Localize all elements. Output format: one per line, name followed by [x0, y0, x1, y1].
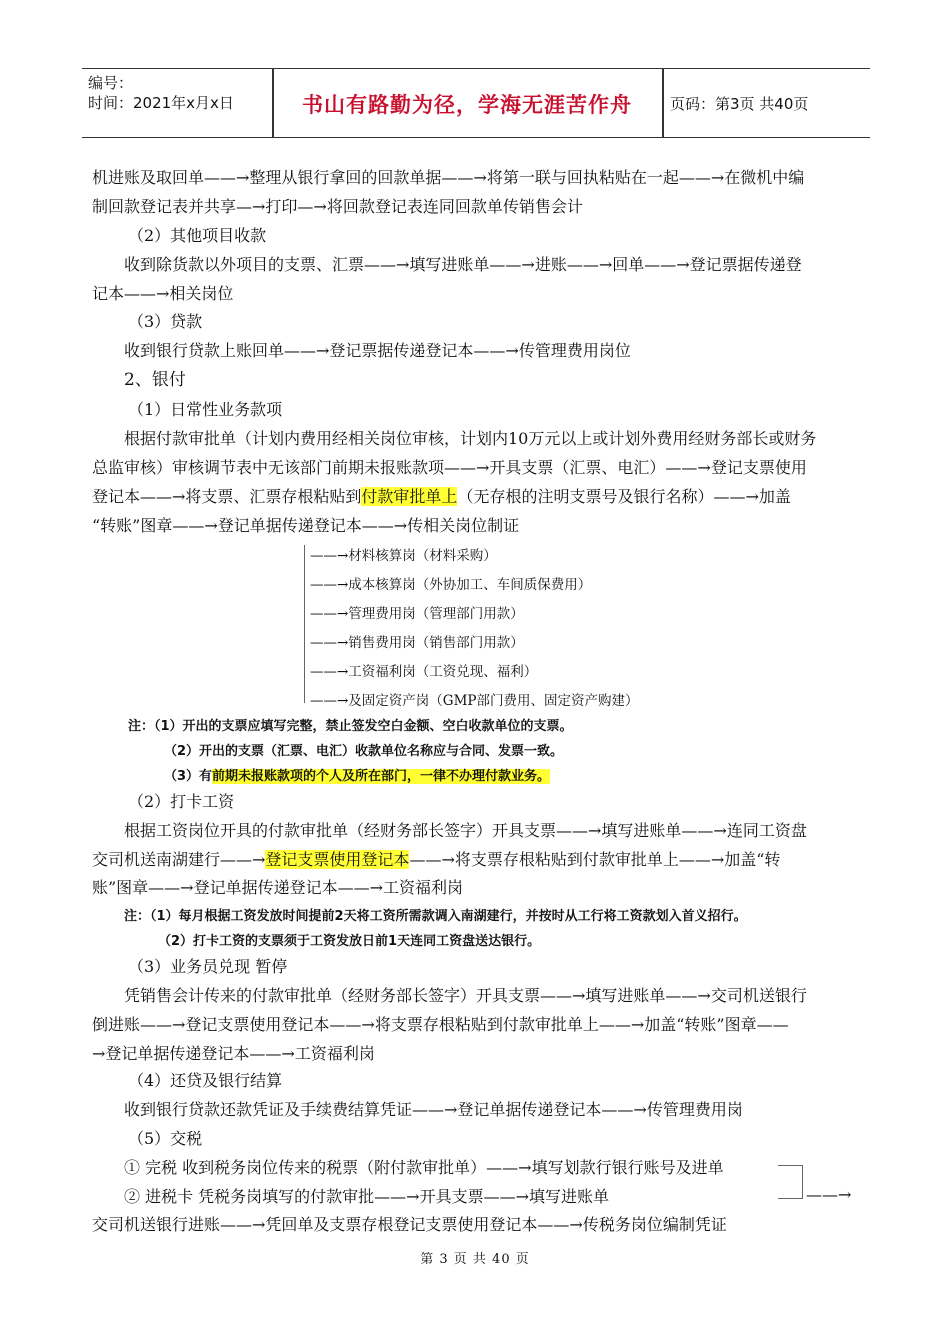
section-subheading: （4）还贷及银行结算 [128, 1071, 283, 1090]
text-line: 总监审核）审核调节表中无该部门前期未报账款项——→开具支票（汇票、电汇）——→登记支票使用 [92, 458, 807, 477]
section-subheading: （1）日常性业务款项 [128, 400, 283, 419]
highlighted-text: 登记支票使用登记本 [265, 850, 410, 869]
text-line [92, 486, 791, 508]
text-line: 收到除货款以外项目的支票、汇票——→填写进账单——→进账——→回单——→登记票据传递登 [124, 255, 802, 274]
note-line: （2）开出的支票（汇票、电汇）收款单位名称应与合同、发票一致。 [164, 744, 564, 759]
text-segment: （无存根的注明支票号及银行名称）——→加盖 [457, 487, 791, 506]
text-line: 凭销售会计传来的付款审批单（经财务部长签字）开具支票——→填写进账单——→交司机送银行 [124, 986, 807, 1005]
text-line: 根据付款审批单（计划内费用经相关岗位审核，计划内10万元以上或计划外费用经财务部长或财务 [124, 429, 817, 448]
branch-item: ——→管理费用岗（管理部门用款） [310, 606, 524, 622]
section-subheading: （3）业务员兑现 暂停 [128, 957, 288, 976]
text-line: 机进账及取回单——→整理从银行拿回的回款单据——→将第一联与回执粘贴在一起——→在微机中编 [92, 168, 805, 187]
text-segment: ——→将支票存根粘贴到付款审批单上——→加盖“转 [409, 850, 781, 869]
text-line: 根据工资岗位开具的付款审批单（经财务部长签字）开具支票——→填写进账单——→连同工资盘 [124, 821, 807, 840]
note-line [164, 766, 550, 788]
note-line: 注：（1）开出的支票应填写完整，禁止签发空白金额、空白收款单位的支票。 [128, 719, 573, 734]
header-divider [662, 69, 664, 137]
text-line: 收到银行贷款上账回单——→登记票据传递登记本——→传管理费用岗位 [124, 341, 631, 360]
highlighted-text: 付款审批单上 [361, 487, 458, 506]
section-subheading: （5）交税 [128, 1129, 203, 1148]
branch-item: ——→工资福利岗（工资兑现、福利） [310, 664, 538, 680]
branch-item: ——→成本核算岗（外协加工、车间质保费用） [310, 577, 592, 593]
text-line: ② 进税卡 凭税务岗填写的付款审批——→开具支票——→填写进账单 [124, 1187, 609, 1206]
header-meta [88, 73, 234, 113]
branch-item: ——→及固定资产岗（GMP部门费用、固定资产购建） [310, 693, 639, 709]
section-subheading: （2）其他项目收款 [128, 226, 267, 245]
page-header [82, 68, 870, 138]
note-line: （2）打卡工资的支票须于工资发放日前1天连同工资盘送达银行。 [158, 934, 541, 949]
text-line: →登记单据传递登记本——→工资福利岗 [92, 1044, 375, 1063]
text-line [92, 849, 780, 871]
note-line: 注：（1）每月根据工资发放时间提前2天将工资所需款调入南湖建行，并按时从工行将工资款划入首义招行。 [124, 909, 747, 924]
arrow-text: ——→ [806, 1185, 852, 1204]
text-line: 交司机送银行进账——→凭回单及支票存根登记支票使用登记本——→传税务岗位编制凭证 [92, 1215, 727, 1234]
text-line: “转账”图章——→登记单据传递登记本——→传相关岗位制证 [92, 516, 520, 535]
header-motto: 书山有路勤为径，学海无涯苦作舟 [302, 93, 632, 117]
text-line: 收到银行贷款还款凭证及手续费结算凭证——→登记单据传递登记本——→传管理费用岗 [124, 1100, 743, 1119]
text-line: ① 完税 收到税务岗位传来的税票（附付款审批单）——→填写划款行银行账号及进单 [124, 1158, 724, 1177]
text-line: 账”图章——→登记单据传递登记本——→工资福利岗 [92, 878, 463, 897]
text-segment: 登记本——→将支票、汇票存根粘贴到 [92, 487, 362, 506]
text-line: 倒进账——→登记支票使用登记本——→将支票存根粘贴到付款审批单上——→加盖“转账”图章—— [92, 1015, 789, 1034]
section-subheading: （2）打卡工资 [128, 792, 235, 811]
text-segment: （3）有 [164, 769, 213, 784]
branch-item: ——→销售费用岗（销售部门用款） [310, 635, 524, 651]
branch-item: ——→材料核算岗（材料采购） [310, 548, 497, 564]
header-page-label: 页码：第3页 共40页 [670, 95, 809, 113]
doc-number-label: 编号： [88, 74, 134, 92]
page-footer: 第 3 页 共 40 页 [420, 1252, 530, 1267]
doc-date-label: 时间：2021年x月x日 [88, 94, 234, 112]
text-line: 记本——→相关岗位 [92, 284, 234, 303]
text-segment: 交司机送南湖建行——→ [92, 850, 266, 869]
section-subheading: （3）贷款 [128, 312, 203, 331]
highlighted-text: 前期未报账款项的个人及所在部门，一律不办理付款业务。 [212, 769, 551, 784]
branch-bracket [778, 1165, 803, 1199]
text-line: 制回款登记表并共享—→打印—→将回款登记表连同回款单传销售会计 [92, 197, 583, 216]
section-heading: 2、银付 [124, 370, 186, 390]
